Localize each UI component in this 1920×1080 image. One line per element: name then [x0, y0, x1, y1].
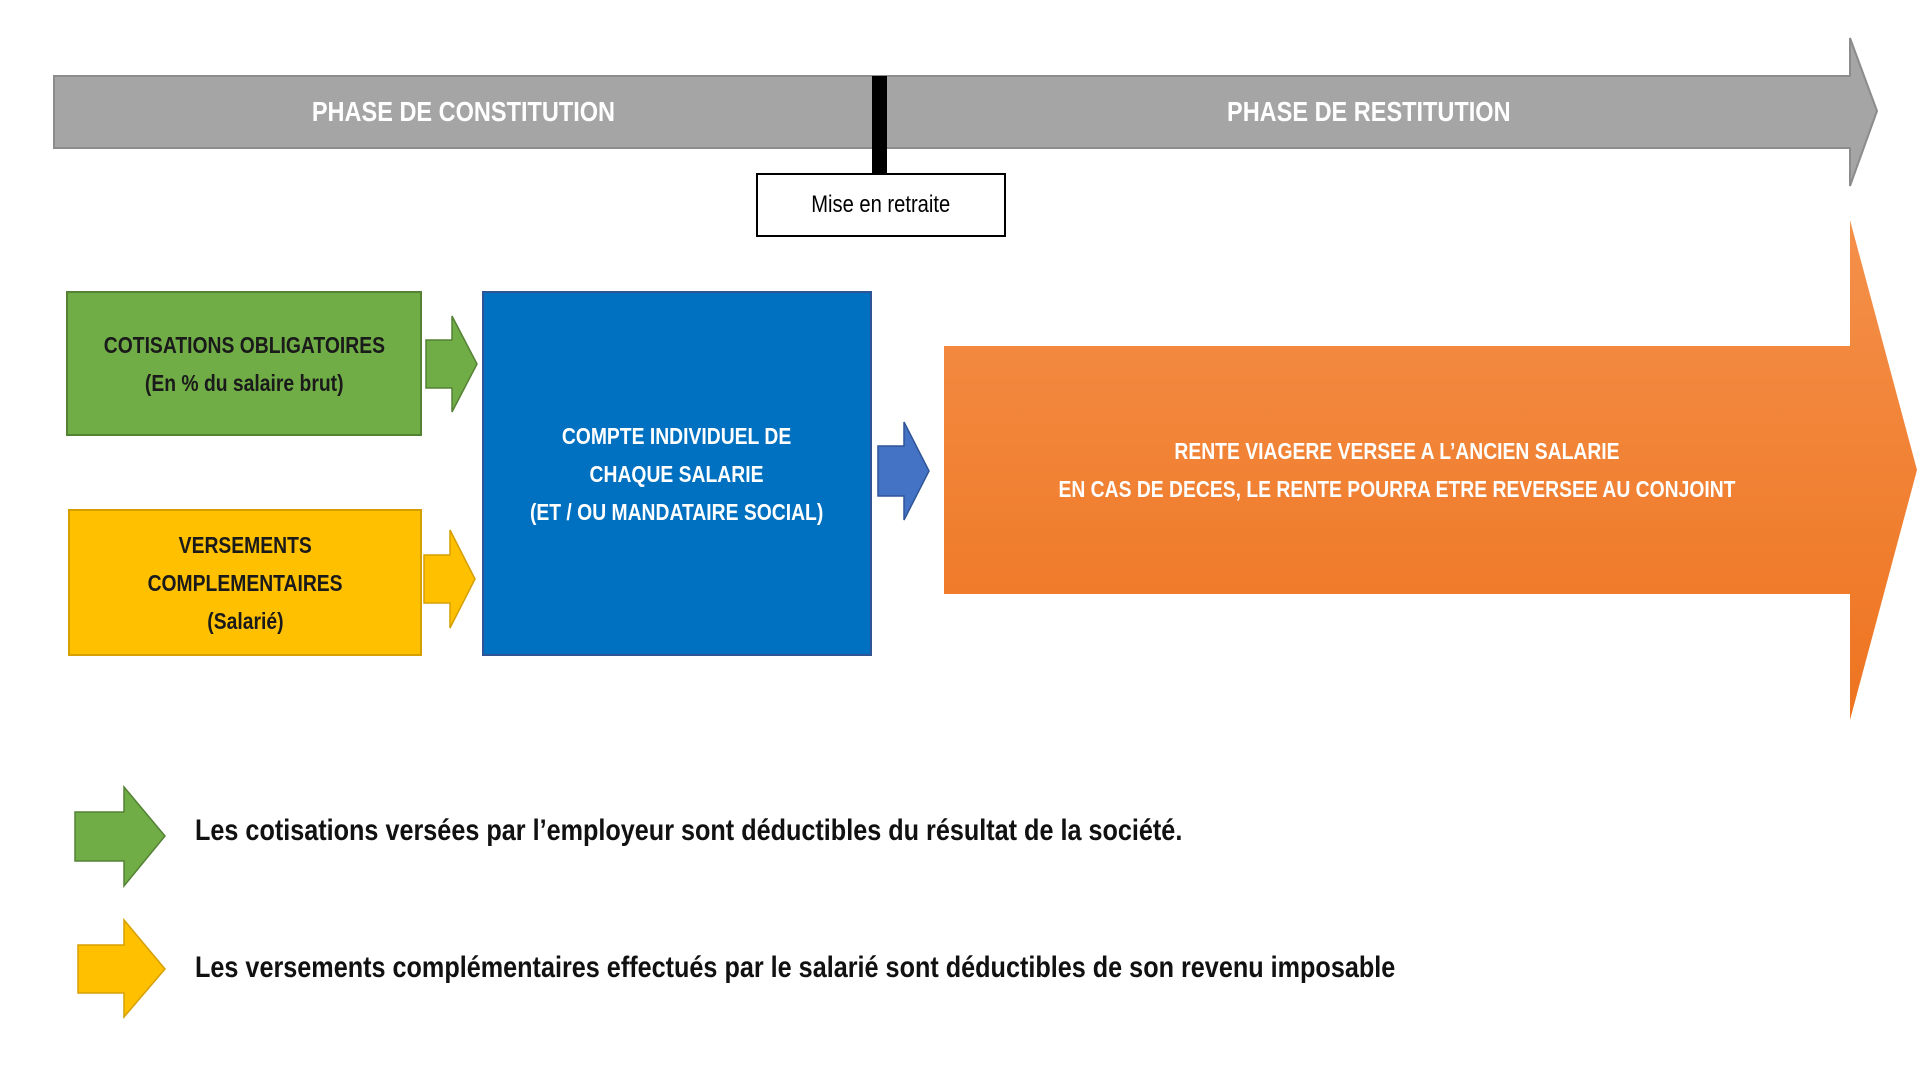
cotisations-line2: (En % du salaire brut): [144, 369, 344, 396]
versements-label: [69, 510, 421, 655]
yellow-arrow-icon: [424, 530, 475, 628]
blue-arrow-icon: [878, 422, 929, 520]
compte-line2: CHAQUE SALARIE: [590, 460, 764, 487]
green-arrow-icon: [426, 316, 477, 412]
versements-line2: COMPLEMENTAIRES: [147, 569, 343, 596]
retirement-marker-line: [872, 76, 887, 174]
phase-restitution-label: [887, 76, 1850, 148]
milestone-text: Mise en retraite: [811, 191, 951, 218]
rente-label: [944, 346, 1850, 594]
compte-label: [483, 292, 871, 655]
versements-line3: (Salarié): [206, 607, 284, 634]
legend-yellow-arrow-icon: [78, 920, 165, 1017]
compte-line1: COMPTE INDIVIDUEL DE: [562, 422, 792, 449]
cotisations-label: [67, 292, 421, 435]
rente-line1: RENTE VIAGERE VERSEE A L’ANCIEN SALARIE: [1174, 438, 1620, 464]
phase-constitution-label: [54, 76, 872, 148]
versements-line1: VERSEMENTS: [178, 531, 312, 558]
rente-line2: EN CAS DE DECES, LE RENTE POURRA ETRE REVERSEE AU CONJOINT: [1058, 476, 1736, 502]
phase-constitution-text: PHASE DE CONSTITUTION: [311, 96, 615, 127]
phase-restitution-text: PHASE DE RESTITUTION: [1226, 96, 1511, 127]
compte-line3: (ET / OU MANDATAIRE SOCIAL): [530, 498, 824, 525]
legend-yellow-text: Les versements complémentaires effectués par le salarié sont déductibles de son revenu imposable: [195, 951, 1396, 984]
milestone-label: [757, 174, 1005, 236]
cotisations-line1: COTISATIONS OBLIGATOIRES: [103, 331, 385, 358]
legend-green-arrow-icon: [75, 787, 165, 886]
legend-green-text: Les cotisations versées par l’employeur sont déductibles du résultat de la société.: [195, 814, 1183, 847]
